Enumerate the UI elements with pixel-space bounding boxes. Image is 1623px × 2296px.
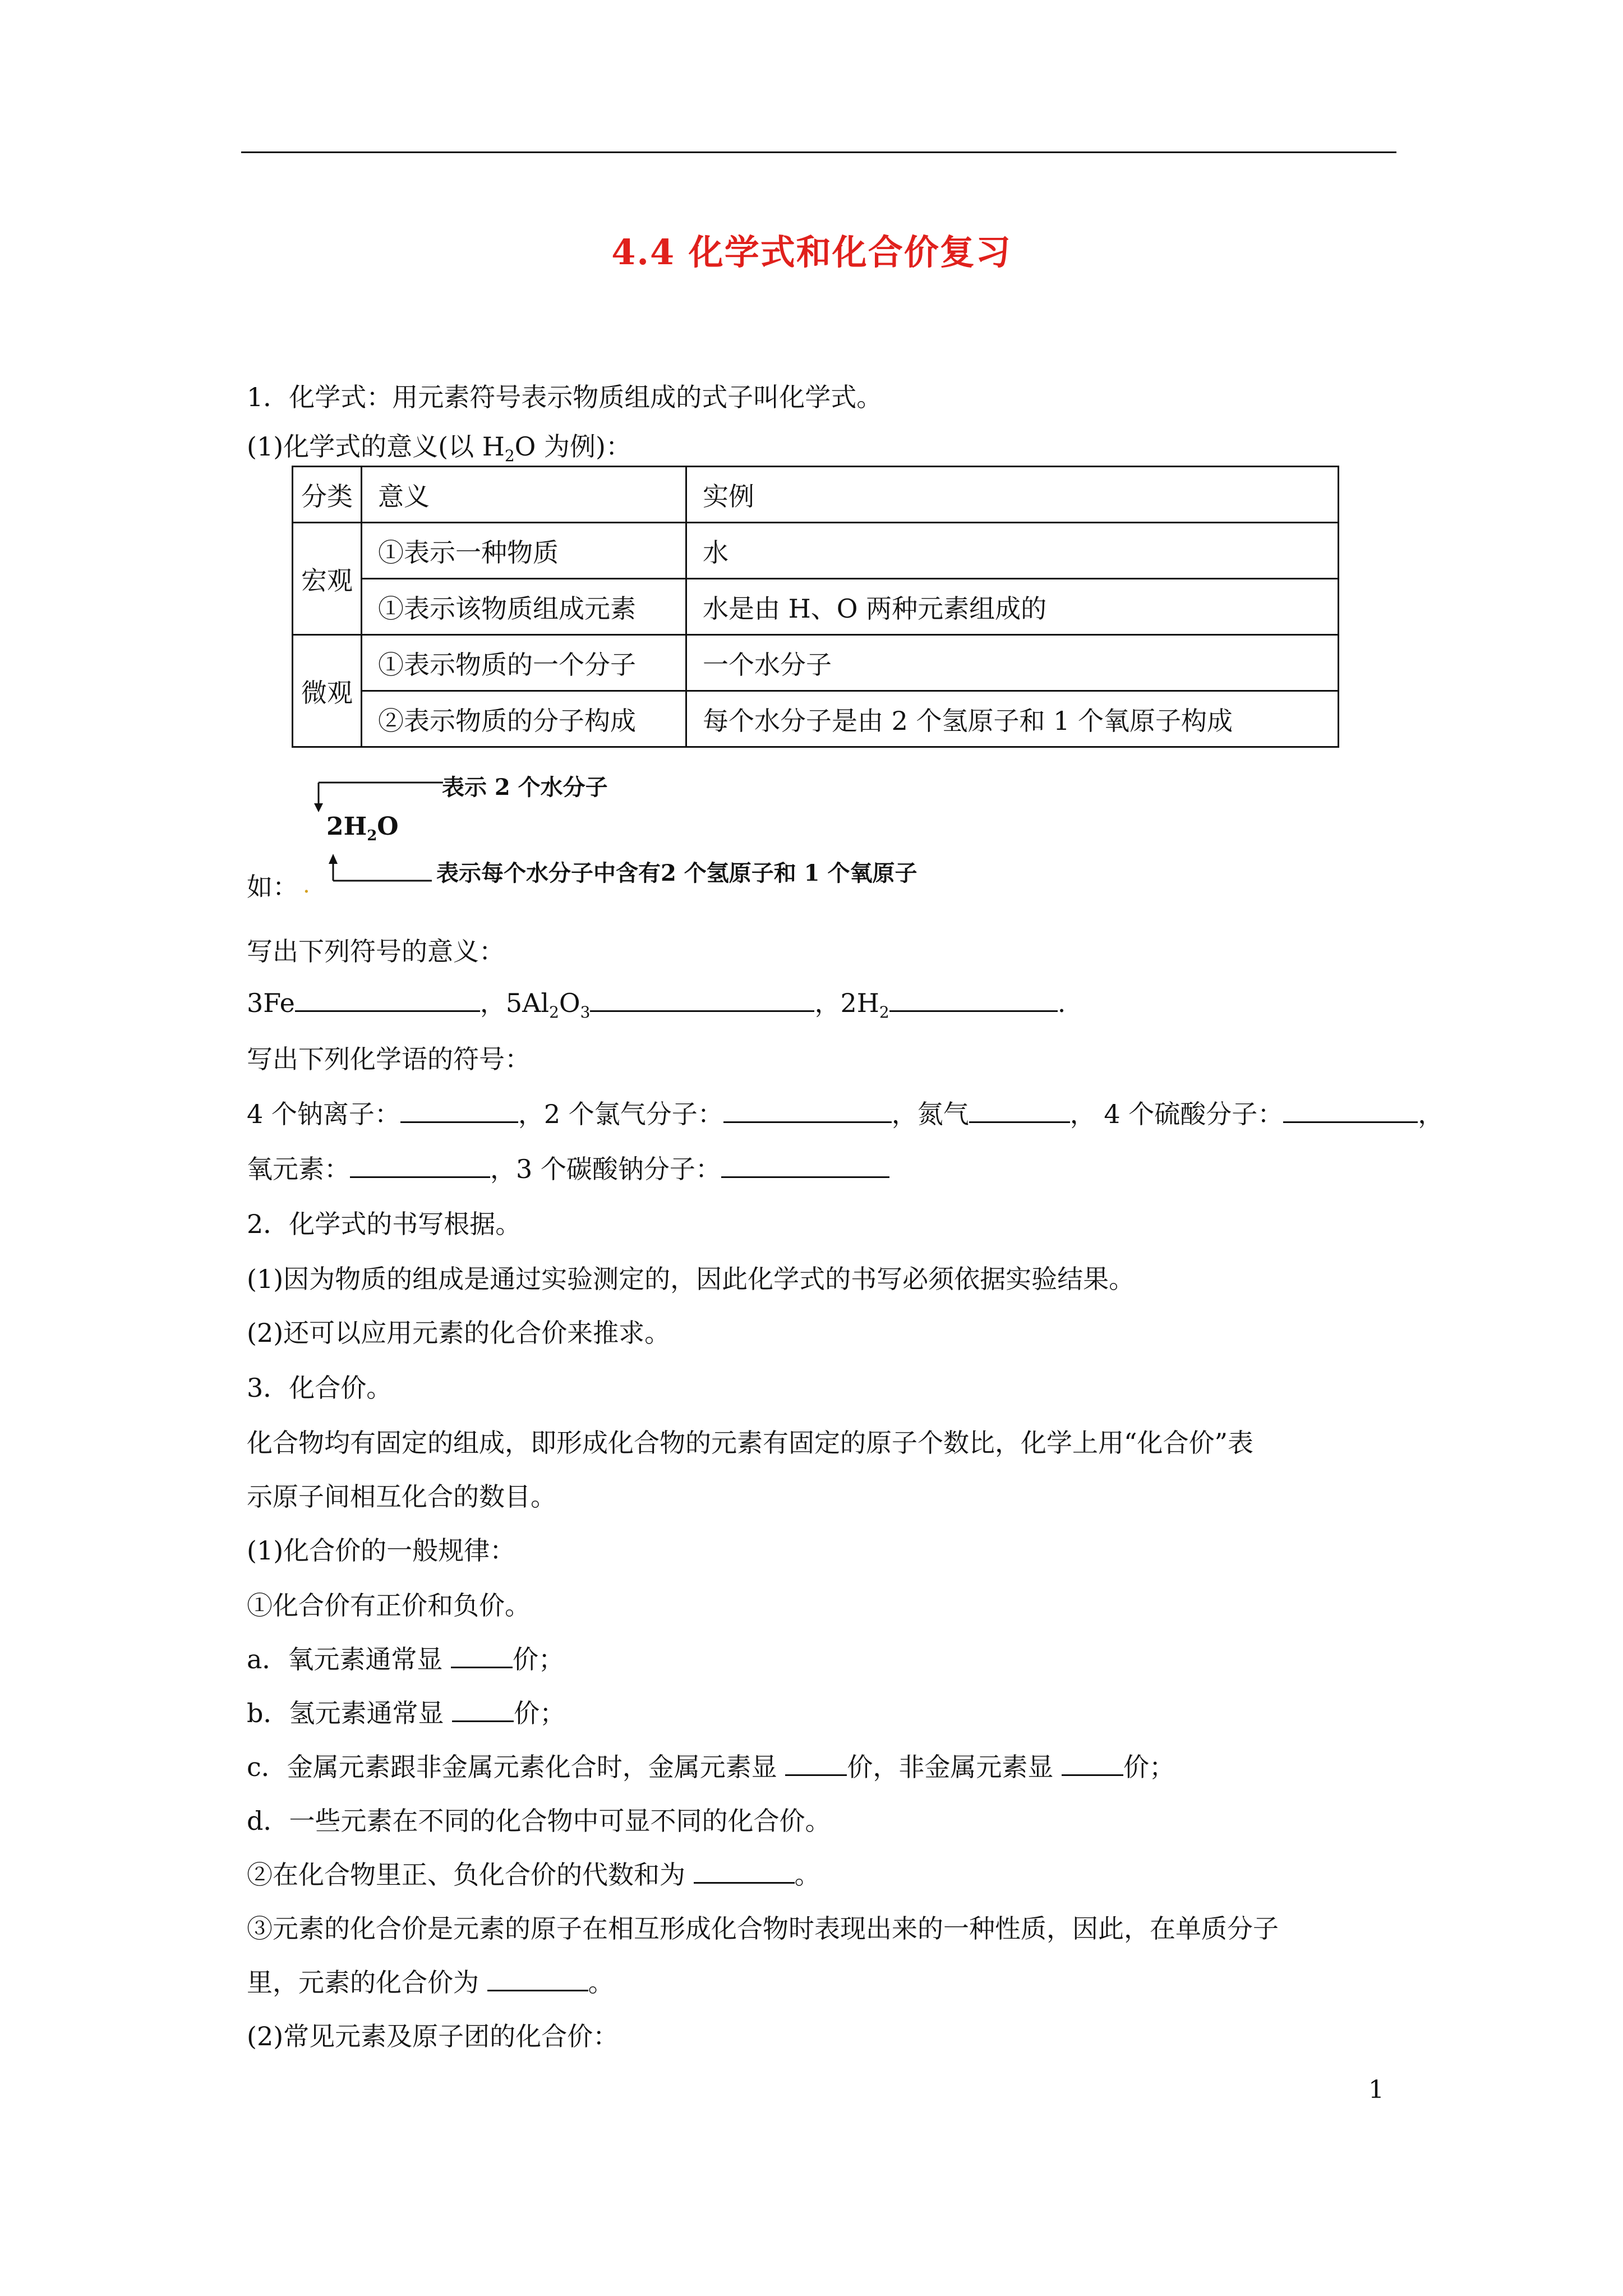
section-1-sub1: (1)化学式的意义(以 $H_2O$ 为例)： [247,431,631,466]
table-cell: ①表示该物质组成元素 [362,579,686,635]
answer-blank[interactable] [487,1967,588,1991]
answer-blank[interactable] [1283,1099,1418,1123]
table-header-row [293,467,1339,523]
table-cell: 每个水分子是由 2 个氢原子和 1 个氧原子构成 [686,691,1339,747]
h2o-formula: $2H_2O$ [326,812,399,844]
question-2-line-1: 4 个钠离子： ，2 个氯气分子： ，氮气 ， 4 个硫酸分子： ， [247,1099,1444,1129]
section-2-p1: (1)因为物质的组成是通过实验测定的，因此化学式的书写必须依据实验结果。 [247,1264,1135,1294]
rule-a: a．氧元素通常显 价； [247,1644,565,1674]
table-cell: ②表示物质的分子构成 [362,691,686,747]
rule-2: ②在化合物里正、负化合价的代数和为 。 [247,1860,820,1890]
table-cell: ①表示一种物质 [362,523,686,579]
answer-blank[interactable] [723,1099,892,1123]
section-2-title: 2．化学式的书写根据。 [247,1209,522,1239]
question-2-line-2: 氧元素： ，3 个碳酸钠分子： [247,1149,889,1186]
rule-3-line-1: ③元素的化合价是元素的原子在相互形成化合物时表现出来的一种性质，因此，在单质分子 [247,1913,1279,1944]
answer-blank[interactable] [350,1154,490,1178]
section-3-p2: 示原子间相互化合的数目。 [247,1481,556,1512]
section-3-common: (2)常见元素及原子团的化合价： [247,2021,619,2051]
question-1-prompt: 写出下列符号的意义： [247,936,505,967]
page-number: 1 [1368,2076,1384,2104]
answer-blank[interactable] [785,1752,847,1776]
table-cell: 一个水分子 [686,635,1339,691]
table-cell: ①表示物质的一个分子 [362,635,686,691]
table-cell: 水是由 H、O 两种元素组成的 [686,579,1339,635]
answer-blank[interactable] [721,1154,889,1178]
answer-blank[interactable] [889,988,1058,1012]
rule-1: ①化合价有正价和负价。 [247,1590,531,1621]
page-title: 4.4 化学式和化合价复习 [611,232,1012,273]
table-header-cell: 意义 [362,467,686,523]
table-header-cell: 实例 [686,467,1339,523]
answer-blank[interactable] [452,1698,514,1722]
rule-c: c．金属元素跟非金属元素化合时，金属元素显 价，非金属元素显 价； [247,1752,1175,1782]
rule-d: d．一些元素在不同的化合物中可显不同的化合价。 [247,1806,831,1836]
answer-blank[interactable] [969,1099,1070,1123]
micro-label: 微观 [293,635,362,747]
table-row [293,579,1339,635]
section-2-p2: (2)还可以应用元素的化合价来推求。 [247,1318,671,1348]
rule-3-line-2: 里，元素的化合价为 。 [247,1967,614,1998]
formula-meaning-table [292,466,1339,748]
section-3-rules-title: (1)化合价的一般规律： [247,1535,516,1566]
table-header-cell: 分类 [293,467,362,523]
question-1-items: 3Fe ，$5Al_2O_3$ ，$2H_2$ . [247,988,1066,1022]
table-row [293,635,1339,691]
answer-blank[interactable] [451,1644,513,1668]
annotation-bottom: 表示每个水分子中含有2 个氢原子和 1 个氧原子 [436,860,917,886]
table-row [293,691,1339,747]
question-2-prompt: 写出下列化学语的符号： [247,1044,531,1074]
table-row [293,523,1339,579]
section-3-p1: 化合物均有固定的组成，即形成化合物的元素有固定的原子个数比，化学上用“化合价”表 [247,1428,1254,1458]
answer-blank[interactable] [694,1860,795,1884]
example-prefix: 如： [247,872,298,902]
table-cell: 水 [686,523,1339,579]
macro-label: 宏观 [293,523,362,635]
section-1-intro: 1．化学式：用元素符号表示物质组成的式子叫化学式。 [247,382,883,412]
answer-blank[interactable] [1062,1752,1123,1776]
section-3-title: 3．化合价。 [247,1373,393,1403]
rule-b: b．氢元素通常显 价； [247,1698,566,1728]
stray-dot: . [303,872,310,898]
answer-blank[interactable] [400,1099,518,1123]
header-rule [241,151,1396,153]
answer-blank[interactable] [295,988,480,1012]
answer-blank[interactable] [590,988,814,1012]
annotation-top: 表示 2 个水分子 [442,774,608,800]
